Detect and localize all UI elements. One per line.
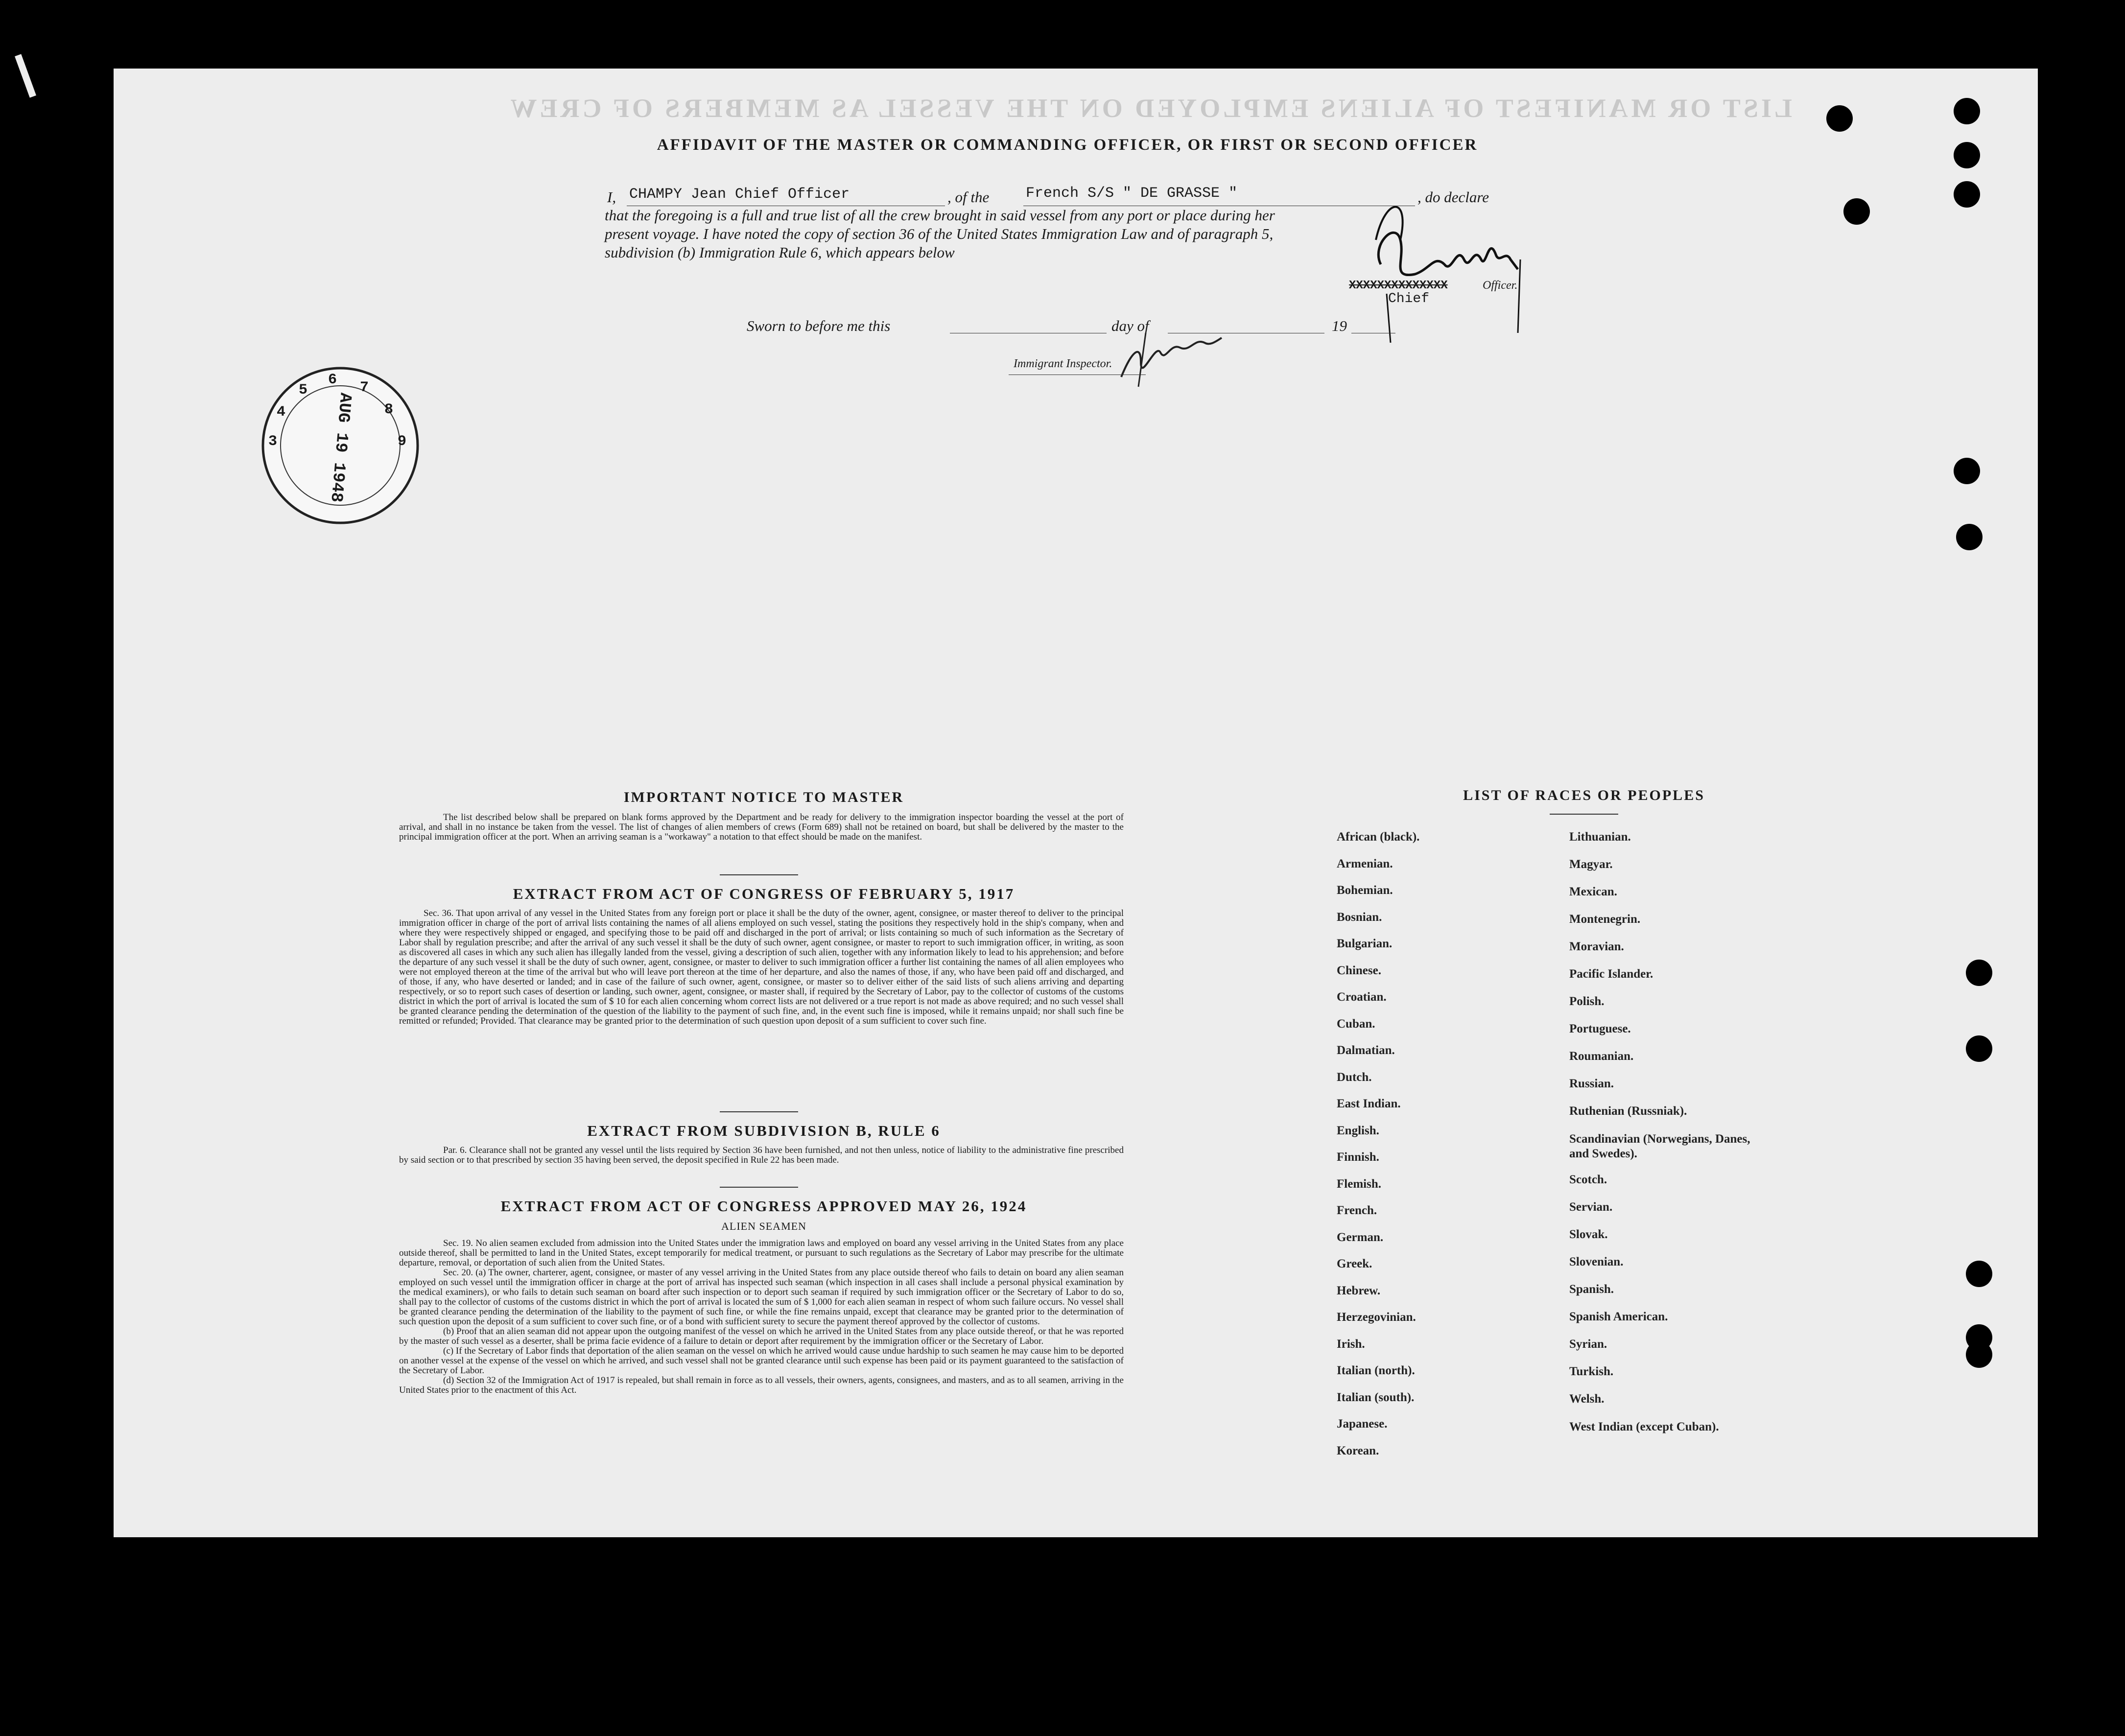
stamp-date: AUG 19 1948	[326, 392, 354, 503]
affidavit-i-label: I,	[607, 188, 616, 206]
punch-hole	[1826, 105, 1853, 132]
race-item: Moravian.	[1569, 940, 1624, 953]
punch-hole	[1954, 98, 1980, 124]
race-item: German.	[1337, 1230, 1384, 1244]
race-item: Greek.	[1337, 1257, 1372, 1270]
races-left-column	[1337, 830, 1533, 1471]
extract-1924-paragraph: (c) If the Secretary of Labor finds that deportation of the alien seaman on the vessel on which he arrived would cause undue hardship to such seamen he may cause him to be deported on another vessel at the expense of the vessel on which he arrived, and such vessel shall not be granted clearance until such expense has been paid or its payment guaranteed to the satisfaction of the Secretary of Labor.	[399, 1346, 1124, 1376]
extract-1924-paragraph: (b) Proof that an alien seaman did not appear upon the outgoing manifest of the vessel on which he arrived in the United States from any place outside thereof, or that he was reported by the master of such vessel as a deserter, shall be prima facie evidence of a failure to detain or deport after requirement by the immigration officer or the Secretary of Labor.	[399, 1326, 1124, 1346]
stamp-number: 9	[398, 433, 407, 450]
punch-hole	[1966, 1261, 1992, 1287]
races-divider	[1550, 814, 1618, 815]
punch-hole	[1954, 142, 1980, 168]
race-item: Syrian.	[1569, 1337, 1607, 1351]
race-item: Dutch.	[1337, 1070, 1372, 1084]
race-item: Polish.	[1569, 995, 1605, 1008]
race-item: African (black).	[1337, 830, 1420, 844]
race-item: English.	[1337, 1124, 1379, 1137]
punch-hole	[1954, 181, 1980, 208]
race-item: Slovenian.	[1569, 1255, 1624, 1268]
affidavit-heading: AFFIDAVIT OF THE MASTER OR COMMANDING OFFICER, OR FIRST OR SECOND OFFICER	[657, 136, 1478, 154]
year-label: 19	[1332, 317, 1347, 334]
stamp-number: 5	[299, 382, 308, 399]
officer-rank: Chief	[1388, 291, 1430, 306]
race-item: Spanish.	[1569, 1283, 1614, 1296]
extract-1924-body	[399, 1239, 1124, 1395]
extract-1924-paragraph: (d) Section 32 of the Immigration Act of 1917 is repealed, but shall remain in force as to all vessels, their owners, agents, consignees, and masters, and as to all seamen, arriving in the United States prior to the enactment of this Act.	[399, 1375, 1124, 1395]
of-the-label: , of the	[947, 188, 990, 206]
stamp-number: 4	[277, 404, 286, 421]
race-item: Korean.	[1337, 1444, 1379, 1457]
race-item: Italian (north).	[1337, 1364, 1415, 1377]
punch-hole	[1956, 524, 1983, 550]
race-item: Ruthenian (Russniak).	[1569, 1104, 1687, 1118]
stamp-number: 6	[328, 372, 337, 388]
race-item: Hebrew.	[1337, 1284, 1381, 1297]
race-item: Pacific Islander.	[1569, 967, 1653, 981]
rule6-body	[399, 1146, 1124, 1165]
bleed-through-text: LIST OR MANIFEST OF ALIENS EMPLOYED ON THE VESSEL AS MEMBERS OF CREW	[507, 94, 1792, 123]
races-heading: LIST OF RACES OR PEOPLES	[1463, 787, 1705, 803]
punch-hole	[1954, 458, 1980, 484]
extract-1917-heading: EXTRACT FROM ACT OF CONGRESS OF FEBRUARY 5, 1917	[513, 885, 1015, 902]
race-item: Bulgarian.	[1337, 937, 1393, 950]
film-mark	[15, 54, 36, 97]
stamp-number: 3	[268, 433, 278, 450]
extract-1917-divider	[720, 1111, 798, 1112]
alien-seamen-subheading: ALIEN SEAMEN	[721, 1220, 806, 1232]
extract-1924-heading: EXTRACT FROM ACT OF CONGRESS APPROVED MAY 26, 1924	[500, 1197, 1027, 1215]
notice-text: The list described below shall be prepared on blank forms approved by the Department and be ready for delivery to the immigration inspector boarding the vessel at the port of arrival, and shall in no instance be taken from the vessel. The list of changes of alien members of crews (Form 689) shall not be retained on board, but shall be delivered by the master to the principal immigration officer at the port. When an arriving seaman is a "workaway" a notation to that effect should be made on the manifest.	[399, 812, 1124, 842]
race-item: Magyar.	[1569, 858, 1613, 871]
affidavit-line-1: that the foregoing is a full and true list of all the crew brought in said vessel from any port or place during her	[605, 207, 1275, 224]
vessel-name: French S/S " DE GRASSE "	[1026, 185, 1238, 202]
officer-label: Officer.	[1483, 279, 1518, 292]
notice-heading: IMPORTANT NOTICE TO MASTER	[623, 789, 904, 805]
race-item: Portuguese.	[1569, 1022, 1631, 1035]
race-item: Mexican.	[1569, 885, 1617, 898]
inspector-signature	[1111, 323, 1224, 392]
do-declare-label: , do declare	[1417, 188, 1489, 206]
punch-hole	[1966, 1341, 1992, 1368]
race-item: Servian.	[1569, 1200, 1613, 1214]
day-of-label: day of	[1111, 317, 1149, 334]
stamp-number: 7	[360, 379, 369, 396]
race-item: West Indian (except Cuban).	[1569, 1420, 1719, 1433]
race-item: Roumanian.	[1569, 1050, 1634, 1063]
race-item: Finnish.	[1337, 1150, 1379, 1164]
punch-hole	[1966, 960, 1992, 986]
race-item: French.	[1337, 1204, 1377, 1217]
race-item: Herzegovinian.	[1337, 1311, 1416, 1324]
race-item: Welsh.	[1569, 1392, 1605, 1406]
race-item: Spanish American.	[1569, 1310, 1668, 1323]
rule6-heading: EXTRACT FROM SUBDIVISION B, RULE 6	[587, 1122, 941, 1139]
race-item: Russian.	[1569, 1077, 1614, 1090]
rule6-divider	[720, 1187, 798, 1188]
race-item: Scotch.	[1569, 1173, 1607, 1186]
race-item: Chinese.	[1337, 963, 1381, 977]
notice-body	[399, 813, 1124, 842]
inspector-label: Immigrant Inspector.	[1014, 357, 1112, 370]
sworn-label: Sworn to before me this	[747, 317, 891, 334]
extract-1924-paragraph: Sec. 19. No alien seamen excluded from admission into the United States under the immigration laws and employed on board any vessel arriving in the United States from any place outside thereof, shall be permitted to land in the United States, except temporarily for medical treatment, or pursuant to such regulations as the Secretary of Labor may prescribe for the ultimate departure, removal, or deportation of such alien from the United States.	[399, 1238, 1124, 1268]
struck-rank: XXXXXXXXXXXXXX	[1349, 279, 1448, 292]
race-item: Montenegrin.	[1569, 913, 1641, 926]
race-item: Turkish.	[1569, 1365, 1614, 1378]
race-item: Bohemian.	[1337, 884, 1393, 897]
race-item: Flemish.	[1337, 1177, 1381, 1191]
race-item: Irish.	[1337, 1337, 1365, 1351]
stamp-number: 8	[384, 401, 394, 418]
officer-name: CHAMPY Jean Chief Officer	[629, 186, 850, 203]
race-item: Slovak.	[1569, 1228, 1608, 1241]
race-item: Japanese.	[1337, 1417, 1388, 1431]
races-right-column	[1569, 830, 1755, 1449]
notice-divider	[720, 874, 798, 875]
extract-1917-text: Sec. 36. That upon arrival of any vessel in the United States from any foreign port or place it shall be the duty of the owner, agent, consignee, or master thereof to deliver to the principal immigration officer in charge of the port of arrival lists containing the names of all aliens employed on such vessel, stating the positions they respectively hold in the ship's company, when and where they were respectively shipped or engaged, and specifying those to be paid off and discharged in the port of arrival; or lists containing so much of such information as the Secretary of Labor shall by regulation prescribe; and after the arrival of any such vessel it shall be the duty of such owner, agent consignee, or master to report to such immigration officer, in writing, as soon as discovered all cases in which any such alien has illegally landed from the vessel, giving a description of such alien, together with any information likely to lead to his apprehension; and before the departure of any such vessel it shall be the duty of such owner, agent, consignee, or master to deliver to such immigration officer a further list containing the names of all alien employees who were not employed thereon at the time of the arrival but who will leave port thereon at the time of her departure, and also the names of those, if any, who have been paid off and discharged, and of those, if any, who have deserted or landed; and in case of the failure of such owner, agent, consignee, or master so to deliver either of the said lists of such aliens arriving and departing respectively, or so to report such cases of desertion or landing, such owner, agent, consignee, or master shall, if required by the Secretary of Labor, pay to the collector of customs of the customs district in which the port of arrival is located the sum of $ 10 for each alien concerning whom correct lists are not delivered or a true report is not made as above required; and no such vessel shall be granted clearance pending the determination of the question of the liability to the payment of such fine, and, in the event such fine is imposed, while it remains unpaid; nor shall such fine be remitted or refunded; Provided. That clearance may be granted prior to the determination of such question upon deposit of a sum sufficient to cover such fine.	[399, 908, 1124, 1026]
race-item: East Indian.	[1337, 1097, 1401, 1110]
rule6-text: Par. 6. Clearance shall not be granted any vessel until the lists required by Section 36 have been furnished, and not then unless, notice of liability to the administrative fine prescribed by said section or to that prescribed by section 35 having been served, the deposit specified in Rule 22 has been made.	[399, 1145, 1124, 1165]
race-item: Lithuanian.	[1569, 830, 1631, 844]
race-item: Scandinavian (Norwegians, Danes, and Swedes).	[1569, 1132, 1750, 1160]
affidavit-line-2: present voyage. I have noted the copy of section 36 of the United States Immigration Law and of paragraph 5,	[605, 225, 1274, 242]
race-item: Dalmatian.	[1337, 1044, 1395, 1057]
punch-hole	[1843, 198, 1870, 225]
race-item: Croatian.	[1337, 990, 1387, 1004]
race-item: Bosnian.	[1337, 910, 1382, 924]
race-item: Italian (south).	[1337, 1390, 1415, 1404]
affidavit-line-3: subdivision (b) Immigration Rule 6, which appears below	[605, 244, 955, 261]
extract-1917-body	[399, 909, 1124, 1026]
officer-signature	[1342, 186, 1537, 343]
punch-hole	[1966, 1035, 1992, 1062]
race-item: Cuban.	[1337, 1017, 1375, 1031]
race-item: Armenian.	[1337, 857, 1393, 870]
extract-1924-paragraph: Sec. 20. (a) The owner, charterer, agent, consignee, or master of any vessel arriving in the United States from any place outside thereof who fails to detain on board any alien seaman employed on such vessel until the immigration officer in charge at the port of arrival has inspected such seaman (which inspection in all cases shall include a personal physical examination by the medical examiners), or who fails to detain such seaman on board after such inspection or to deport such seaman if required by such immigration officer or the Secretary of Labor to do so, shall pay to the collector of customs of the customs district in which the port of arrival is located the sum of $ 1,000 for each alien seaman in respect of whom such failure occurs. No vessel shall be granted clearance pending the determination of the liability to the payment of such fine, or while the fine remains unpaid, except that clearance may be granted prior to the determination of such question upon the deposit of a sum sufficient to cover such fine, or of a bond with sufficient surety to secure the payment thereof approved by the collector of customs.	[399, 1267, 1124, 1327]
arrival-stamp	[260, 365, 421, 526]
